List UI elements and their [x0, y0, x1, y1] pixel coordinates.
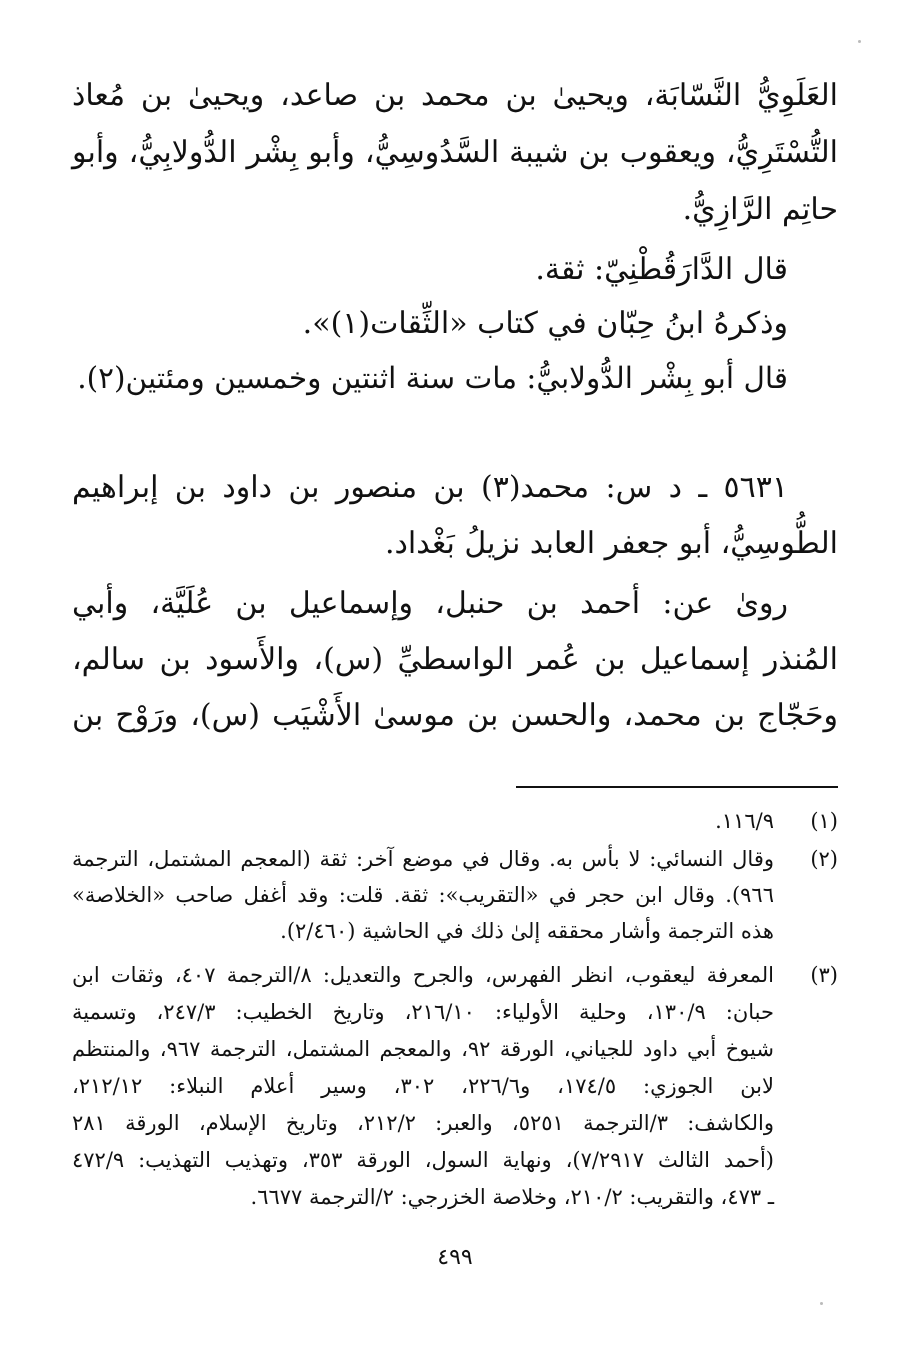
footnote-line: المعرفة ليعقوب، انظر الفهرس، والجرح والتعديل: ٨/الترجمة ٤٠٧، وثقات ابن	[72, 963, 774, 987]
paragraph-line: العَلَوِيُّ النَّسّابَة، ويحيىٰ بن محمد بن صاعد، ويحيىٰ بن مُعاذ	[72, 78, 838, 113]
footnote-line: ـ ٤٧٣، والتقريب: ٢١٠/٢، وخلاصة الخزرجي: ٢/الترجمة ٦٦٧٧.	[250, 1185, 774, 1209]
footnote-line: هذه الترجمة وأشار محققه إلىٰ ذلك في الحاشية (٢/٤٦٠).	[280, 919, 774, 943]
narrated-line: المُنذر إسماعيل بن عُمر الواسطيِّ (س)، والأَسود بن سالم،	[72, 642, 838, 677]
entry-heading-line2: الطُّوسِيُّ، أبو جعفر العابد نزيلُ بَغْداد.	[385, 526, 838, 561]
paragraph-line: التُّسْتَرِيُّ، ويعقوب بن شيبة السَّدُوسِيُّ، وأبو بِشْر الدُّولابِيُّ، وأبو	[72, 135, 838, 170]
footnote-line: ١١٦/٩.	[715, 809, 774, 833]
footnote-line: حبان: ١٣٠/٩، وحلية الأولياء: ٢١٦/١٠، وتاريخ الخطيب: ٢٤٧/٣، وتسمية	[72, 1000, 774, 1024]
footnote-separator	[516, 786, 838, 788]
footnote-line: شيوخ أبي داود للجياني، الورقة ٩٢، والمعجم المشتمل، الترجمة ٩٦٧، والمنتظم	[72, 1037, 774, 1061]
scan-speck	[820, 1302, 823, 1305]
narrated-line: وحَجّاج بن محمد، والحسن بن موسىٰ الأَشْيَب (س)، ورَوْح بن	[72, 698, 838, 733]
footnote-number: (٢)	[810, 847, 838, 871]
scan-speck	[858, 40, 861, 43]
footnote-line: ٩٦٦). وقال ابن حجر في «التقريب»: ثقة. قلت: وقد أغفل صاحب «الخلاصة»	[72, 883, 774, 907]
footnote-line: وقال النسائي: لا بأس به. وقال في موضع آخر: ثقة (المعجم المشتمل، الترجمة	[72, 847, 774, 871]
footnote-line: والكاشف: ٣/الترجمة ٥٢٥١، والعبر: ٢١٢/٢، وتاريخ الإسلام، الورقة ٢٨١	[72, 1111, 774, 1135]
quote-daraqutni: قال الدَّارَقُطْنِيّ: ثقة.	[535, 252, 788, 287]
page-number: ٤٩٩	[437, 1245, 473, 1270]
narrated-line: روىٰ عن: أحمد بن حنبل، وإسماعيل بن عُلَيَّة، وأبي	[72, 586, 788, 621]
paragraph-line: حاتِم الرَّازِيُّ.	[682, 192, 838, 227]
footnote-number: (٣)	[810, 963, 838, 987]
entry-heading: ٥٦٣١ ـ د س: محمد(٣) بن منصور بن داود بن إبراهيم	[72, 470, 788, 505]
footnote-line: لابن الجوزي: ١٧٤/٥، و٢٢٦/٦، ٣٠٢، وسير أعلام النبلاء: ٢١٢/١٢،	[72, 1074, 775, 1098]
footnote-number: (١)	[810, 809, 838, 833]
footnote-line: (أحمد الثالث ٧/٢٩١٧)، ونهاية السول، الورقة ٣٥٣، وتهذيب التهذيب: ٤٧٢/٩	[72, 1148, 774, 1172]
quote-ibn-hibban: وذكرهُ ابنُ حِبّان في كتاب «الثِّقات(١)».	[302, 306, 788, 341]
quote-dulabi: قال أبو بِشْر الدُّولابيُّ: مات سنة اثنتين وخمسين ومئتين(٢).	[77, 361, 788, 395]
